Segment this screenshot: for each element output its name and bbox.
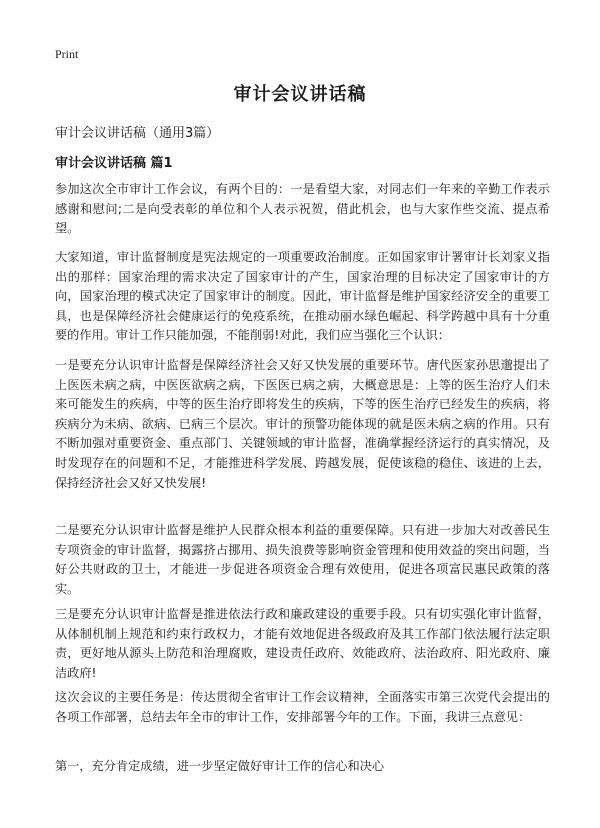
print-link[interactable]: Print bbox=[55, 47, 79, 61]
paragraph-point-three: 三是要充分认识审计监督是推进依法行政和廉政建设的重要手段。只有切实强化审计监督，从体制机制上规范和约束行政权力，才能有效地促进各级政府及其工作部门依法履行法定职责，更好地从源头上防范和治理腐败，建设责任政府、效能政府、法治政府、阳光政府、廉洁政府! bbox=[55, 607, 550, 680]
document-subtitle: 审计会议讲话稿（通用3篇） bbox=[55, 126, 220, 141]
paragraph-audit-system: 大家知道，审计监督制度是宪法规定的一项重要政治制度。正如国家审计署审计长刘家义指出的那样：国家治理的需求决定了国家审计的产生，国家治理的目标决定了国家审计的方向，国家治理的模式决定了国家审计的制度。因此，审计监督是维护国家经济安全的重要工具，也是保障经济社会健康运行的免疫系统，在推动丽水绿色崛起、科学跨越中具有十分重要的作用。审计工作只能加强，不能削弱!对此，我们应当强化三个认识： bbox=[55, 250, 550, 343]
paragraph-opening: 参加这次全市审计工作会议，有两个目的：一是看望大家，对同志们一年来的辛勤工作表示感谢和慰问;二是向受表彰的单位和个人表示祝贺，借此机会，也与大家作些交流、提点希望。 bbox=[55, 182, 550, 236]
paragraph-first-point: 第一，充分肯定成绩，进一步坚定做好审计工作的信心和决心 bbox=[55, 759, 385, 773]
paragraph-point-one: 一是要充分认识审计监督是保障经济社会又好又快发展的重要环节。唐代医家孙思邈提出了上医医未病之病，中医医欲病之病，下医医已病之病，大概意思是：上等的医生治疗人们未来可能发生的疾病，中等的医生治疗即将发生的疾病，下等的医生治疗已经发生的疾病，将疾病分为未病、欲病、已病三个层次。审计的预警功能体现的就是医未病之病的作用。只有不断加强对重要资金、重点部门、关键领域的审计监督，准确掌握经济运行的真实情况，及时发现存在的问题和不足，才能推进科学发展、跨越发展，促使该稳的稳住、该进的上去，保持经济社会又好又快发展! bbox=[55, 358, 550, 490]
document-title: 审计会议讲话稿 bbox=[233, 84, 367, 105]
paragraph-point-two: 二是要充分认识审计监督是维护人民群众根本利益的重要保障。只有进一步加大对改善民生专项资金的审计监督，揭露挤占挪用、损失浪费等影响资金管理和使用效益的突出问题，当好公共财政的卫士，才能进一步促进各项资金合理有效使用，促进各项富民惠民政策的落实。 bbox=[55, 523, 550, 596]
paragraph-meeting-tasks: 这次会议的主要任务是：传达贯彻全省审计工作会议精神，全面落实市第三次党代会提出的各项工作部署，总结去年全市的审计工作，安排部署今年的工作。下面，我讲三点意见： bbox=[55, 690, 550, 724]
section-heading: 审计会议讲话稿 篇1 bbox=[55, 156, 173, 171]
